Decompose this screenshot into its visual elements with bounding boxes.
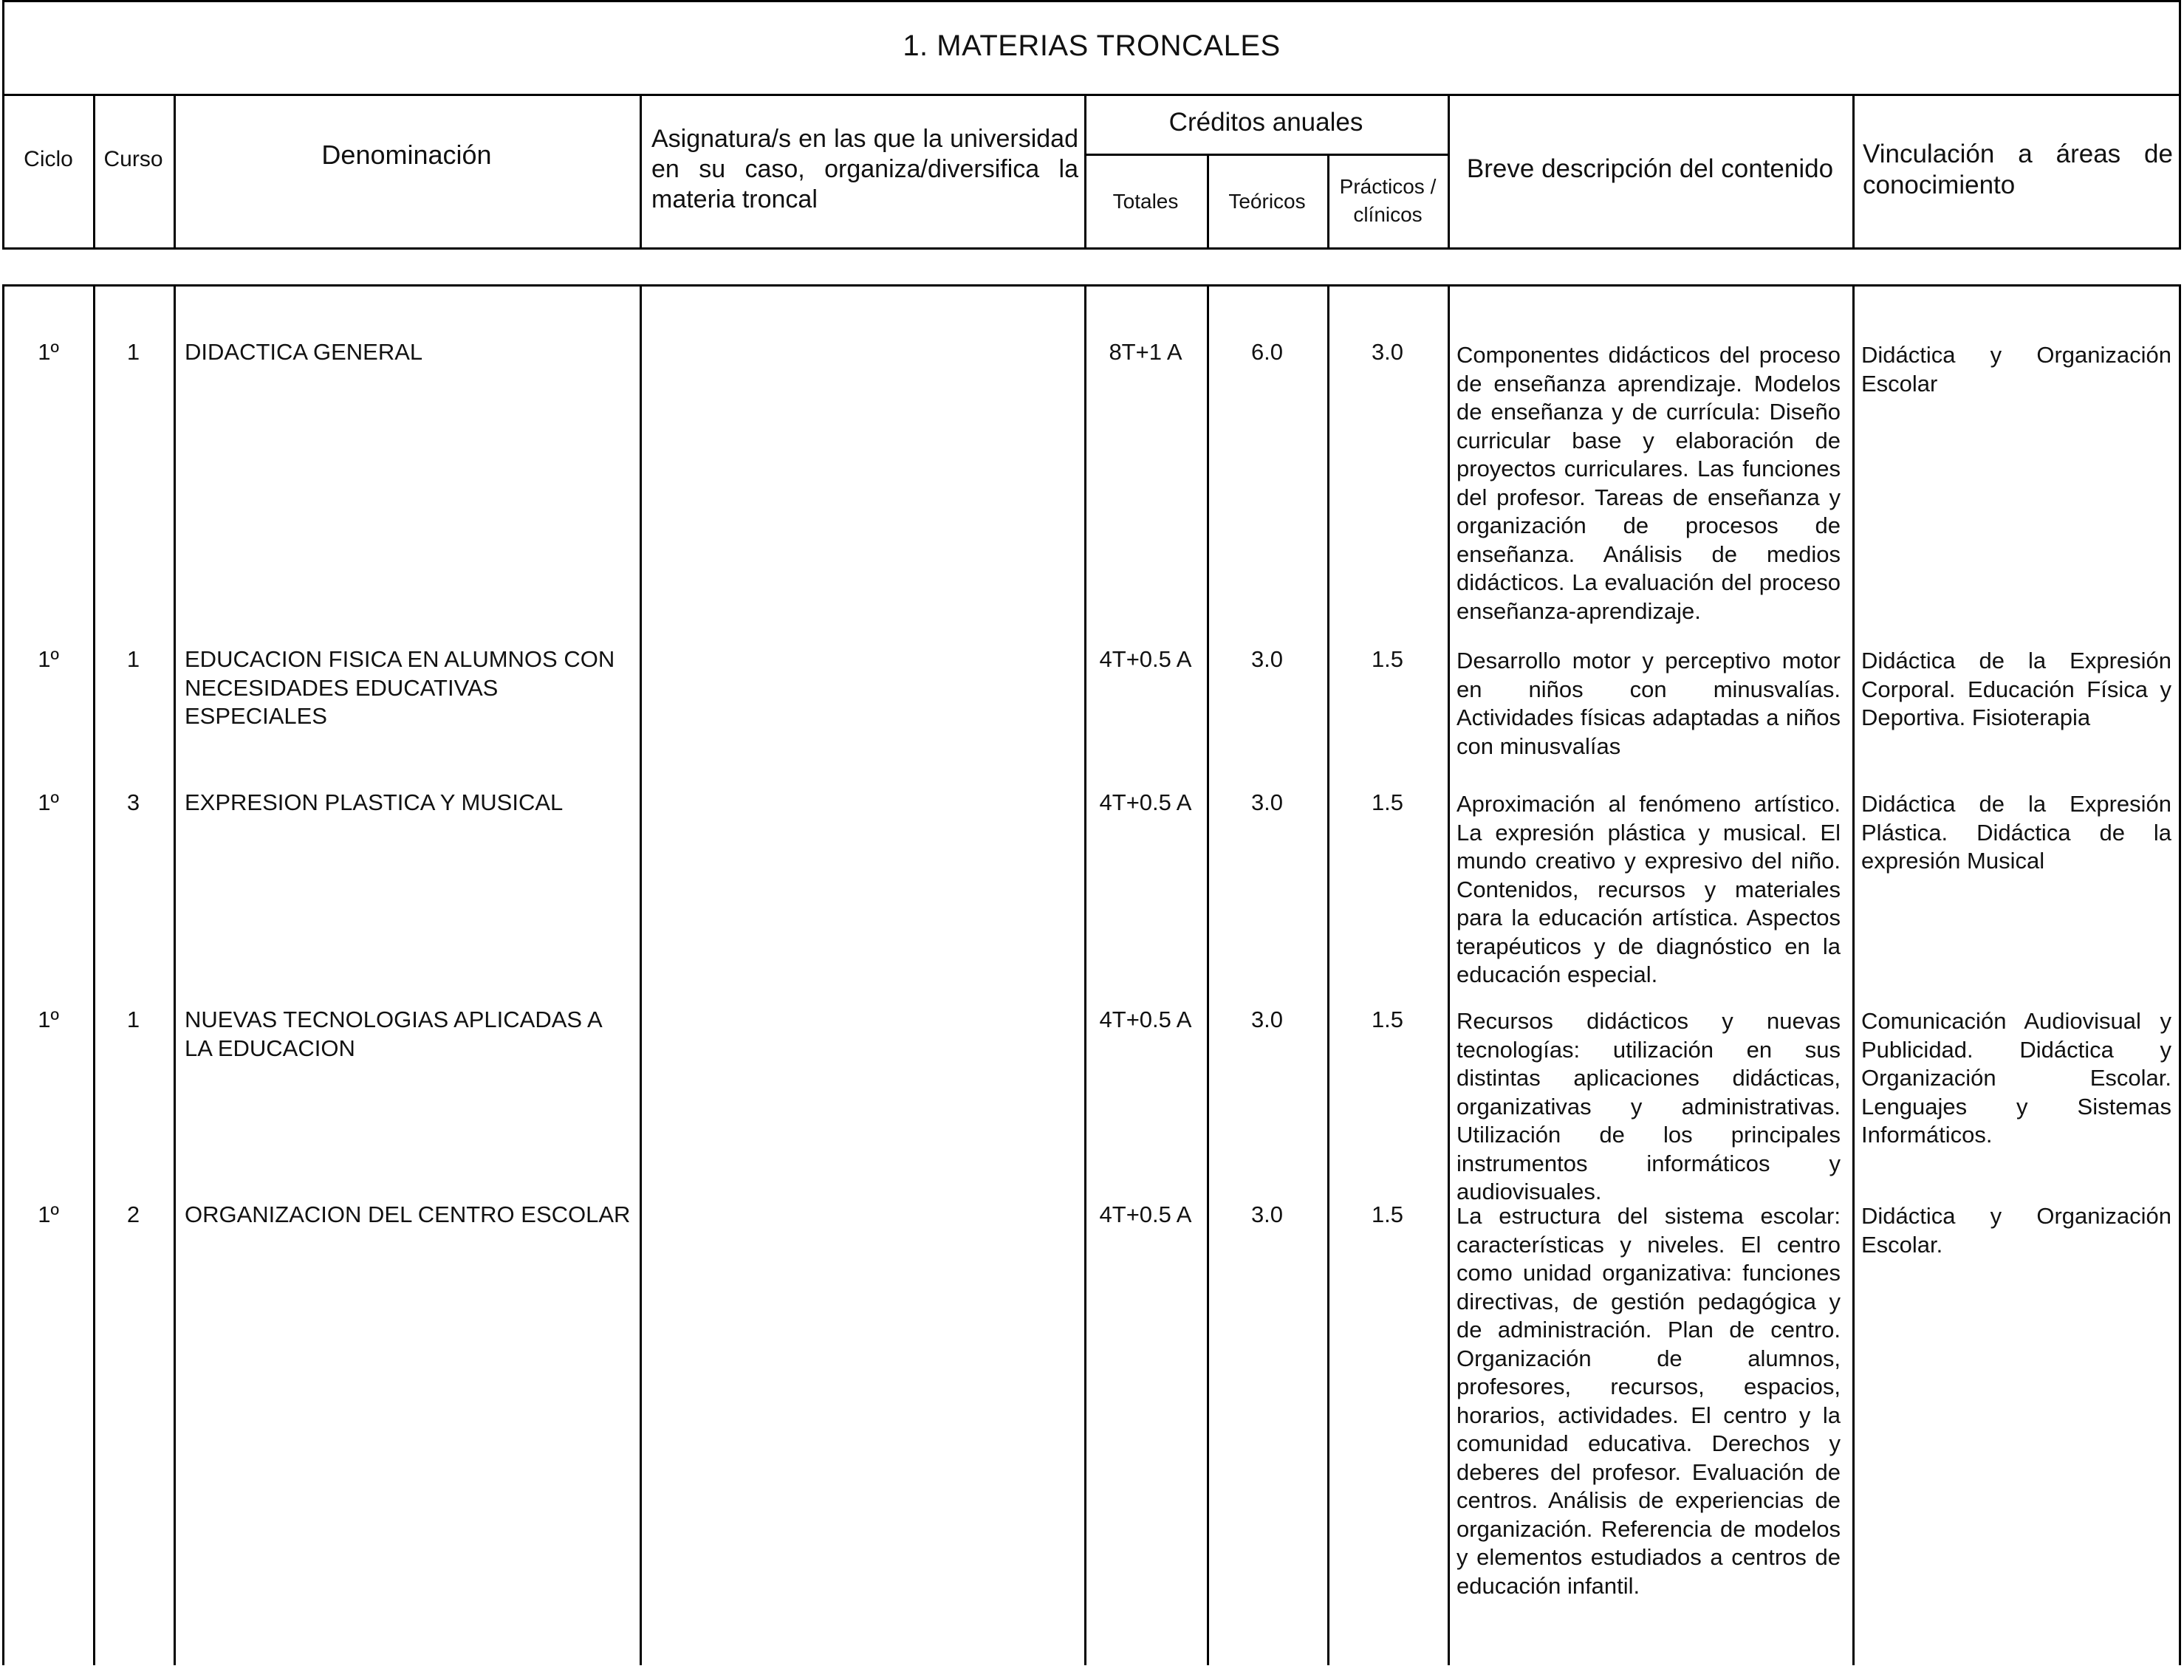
cell-vinculacion: Didáctica y Organización Escolar — [1861, 342, 2171, 397]
cell-teoricos: 3.0 — [1250, 646, 1284, 672]
cell-teoricos: 3.0 — [1250, 1007, 1284, 1032]
cell-vinculacion: Didáctica de la Expresión Plástica. Didáctica de la expresión Musical — [1861, 791, 2171, 874]
cell-teoricos: 3.0 — [1250, 1201, 1284, 1227]
cell-totales: 8T+1 A — [1109, 339, 1182, 365]
header-teoricos: Teóricos — [1228, 190, 1306, 213]
cell-ciclo: 1º — [38, 339, 59, 365]
header-curso: Curso — [103, 147, 163, 171]
header-denominacion: Denominación — [321, 140, 492, 170]
header-totales: Totales — [1112, 190, 1179, 213]
header-ciclo: Ciclo — [24, 147, 73, 171]
cell-vinculacion: Didáctica de la Expresión Corporal. Educación Física y Deportiva. Fisioterapia — [1861, 648, 2171, 730]
cell-denominacion: DIDACTICA GENERAL — [185, 339, 423, 365]
cell-curso: 1 — [126, 1007, 140, 1032]
cell-ciclo: 1º — [38, 646, 59, 672]
cell-curso: 3 — [126, 789, 140, 815]
cell-descripcion: La estructura del sistema escolar: características y niveles. El centro como unidad organizativa: funciones directivas, de gestión pedagógica y de administración. Plan de centro. Organización de alumnos, profesores, recursos, espacios, horarios, actividades. El centro y la comunidad educativa. Derechos y deberes del profesor. Evaluación de centros. Análisis de experiencias de organización. Referencia de modelos y elementos estudiados a centros de educación infantil. — [1456, 1203, 1841, 1599]
cell-totales: 4T+0.5 A — [1099, 1201, 1192, 1227]
cell-denominacion: EXPRESION PLASTICA Y MUSICAL — [185, 789, 564, 815]
cell-totales: 4T+0.5 A — [1099, 646, 1192, 672]
cell-curso: 1 — [126, 339, 140, 365]
page-title: 1. MATERIAS TRONCALES — [903, 30, 1281, 62]
cell-ciclo: 1º — [38, 1007, 59, 1032]
cell-descripcion: Recursos didácticos y nuevas tecnologías: utilización en sus distintas aplicaciones didácticas, organizativas y administrativas. Utilización de los principales instrumentos informáticos y audiovisuales. — [1456, 1008, 1841, 1204]
cell-practicos: 3.0 — [1371, 339, 1404, 365]
cell-denominacion: ORGANIZACION DEL CENTRO ESCOLAR — [185, 1201, 631, 1227]
cell-vinculacion: Comunicación Audiovisual y Publicidad. Didáctica y Organización Escolar. Lenguajes y Sistemas Informáticos. — [1861, 1008, 2171, 1148]
cell-vinculacion: Didáctica y Organización Escolar. — [1861, 1203, 2171, 1258]
cell-totales: 4T+0.5 A — [1099, 789, 1192, 815]
cell-curso: 1 — [126, 646, 140, 672]
cell-curso: 2 — [126, 1201, 140, 1227]
cell-descripcion: Desarrollo motor y perceptivo motor en niños con minusvalías. Actividades físicas adaptadas a niños con minusvalías — [1456, 648, 1841, 759]
header-descripcion: Breve descripción del contenido — [1466, 154, 1834, 183]
cell-practicos: 1.5 — [1371, 1007, 1404, 1032]
cell-denominacion: EDUCACION FISICA EN ALUMNOS CON NECESIDADES EDUCATIVAS ESPECIALES — [185, 646, 615, 729]
cell-practicos: 1.5 — [1371, 1201, 1404, 1227]
cell-totales: 4T+0.5 A — [1099, 1007, 1192, 1032]
cell-practicos: 1.5 — [1371, 646, 1404, 672]
header-asignaturas: Asignatura/s en las que la universidad en su caso, organiza/diversifica la materia troncal — [651, 125, 1078, 213]
cell-ciclo: 1º — [38, 1201, 59, 1227]
cell-descripcion: Aproximación al fenómeno artístico. La expresión plástica y musical. El mundo creativo y expresivo del niño. Contenidos, recursos y materiales para la educación artística. Aspectos terapéuticos y de diagnóstico en la educación especial. — [1456, 791, 1841, 987]
cell-teoricos: 6.0 — [1250, 339, 1284, 365]
cell-denominacion: NUEVAS TECNOLOGIAS APLICADAS A LA EDUCACION — [185, 1007, 601, 1061]
cell-practicos: 1.5 — [1371, 789, 1404, 815]
header-practicos: Prácticos / clínicos — [1339, 175, 1437, 226]
cell-ciclo: 1º — [38, 789, 59, 815]
cell-descripcion: Componentes didácticos del proceso de enseñanza aprendizaje. Modelos de enseñanza y de currícula: Diseño curricular base y elaboración de proyectos curriculares. Las funciones del profesor. Tareas de enseñanza y organización de procesos de enseñanza. Análisis de medios didácticos. La evaluación del proceso enseñanza-aprendizaje. — [1456, 342, 1841, 624]
header-creditos: Créditos anuales — [1168, 108, 1363, 137]
cell-teoricos: 3.0 — [1250, 789, 1284, 815]
header-vinculacion: Vinculación a áreas de conocimiento — [1863, 140, 2173, 199]
